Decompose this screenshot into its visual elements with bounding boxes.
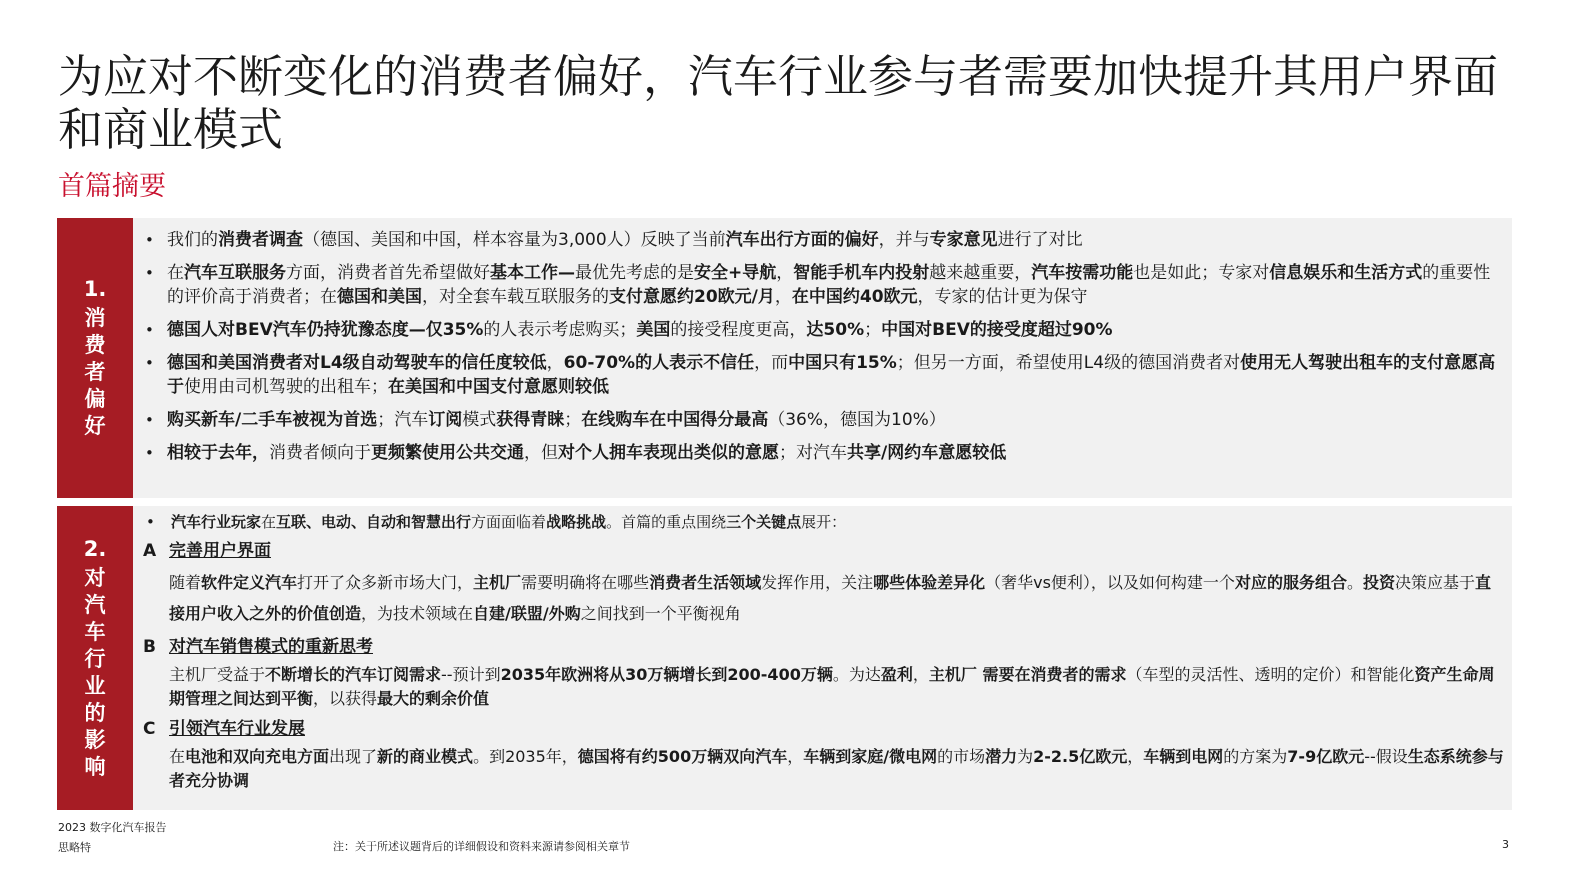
consumer-preferences-panel — [57, 218, 1512, 498]
section-2-char: 业 — [84, 673, 106, 698]
bullet-item: • 我们的消费者调查（德国、美国和中国，样本容量为3,000人）反映了当前汽车出行方面的偏好，并与专家意见进行了对比 — [141, 228, 1504, 252]
bullet-item: • 相较于去年，消费者倾向于更频繁使用公共交通，但对个人拥车表现出类似的意愿；对汽车共享/网约车意愿较低 — [141, 441, 1504, 465]
subsection-a-body: 随着软件定义汽车打开了众多新市场大门，主机厂需要明确将在哪些消费者生活领域发挥作用，关注哪些体验差异化（奢华vs便利），以及如何构建一个对应的服务组合。投资决策应基于直接用户收入之外的价值创造，为技术领域在自建/联盟/外购之间找到一个平衡视角 — [169, 573, 1492, 623]
section-2-char: 响 — [84, 754, 106, 779]
section-1-number: 1. — [83, 277, 107, 301]
report-name: 2023 数字化汽车报告 — [58, 821, 167, 834]
subsection-title: 引领汽车行业发展 — [169, 719, 305, 739]
company-name: 思略特 — [58, 841, 91, 854]
section-2-char: 行 — [84, 646, 106, 671]
section-1-char: 者 — [84, 360, 106, 384]
bullet-item: • 德国人对BEV汽车仍持犹豫态度—仅35%的人表示考虑购买；美国的接受程度更高，达50%；中国对BEV的接受度超过90% — [141, 318, 1504, 342]
section-2-number: 2. — [83, 536, 107, 561]
section-1-label — [57, 218, 133, 498]
subsection-letter: B — [143, 637, 156, 657]
page-number: 3 — [1502, 838, 1509, 851]
bullet-item: • 购买新车/二手车被视为首选；汽车订阅模式获得青睐；在线购车在中国得分最高（36%，德国为10%） — [141, 408, 1504, 432]
footer-note: 注：关于所述议题背后的详细假设和资料来源请参阅相关章节 — [333, 840, 630, 853]
section-2-char: 的 — [84, 700, 106, 725]
page-title: 为应对不断变化的消费者偏好，汽车行业参与者需要加快提升其用户界面和商业模式 — [58, 50, 1499, 156]
subsection-letter: A — [143, 541, 157, 561]
bullet-item: • 德国和美国消费者对L4级自动驾驶车的信任度较低，60-70%的人表示不信任，而中国只有15%；但另一方面，希望使用L4级的德国消费者对使用无人驾驶出租车的支付意愿高于使用由司机驾驶的出租车；在美国和中国支付意愿则较低 — [141, 351, 1504, 399]
subsection-a-heading — [141, 539, 1504, 563]
section-1-char: 费 — [84, 333, 106, 357]
subsection-c-heading — [141, 717, 1504, 741]
section-2-char: 汽 — [84, 592, 106, 617]
industry-impact-panel — [57, 506, 1512, 810]
subsection-b-body: 主机厂受益于不断增长的汽车订阅需求--预计到2035年欧洲将从30万辆增长到200-400万辆。为达盈利，主机厂 需要在消费者的需求（车型的灵活性、透明的定价）和智能化资产生命周期管理之间达到平衡，以获得最大的剩余价值 — [169, 665, 1495, 708]
section-2-char: 车 — [84, 619, 106, 644]
subsection-b-heading — [141, 635, 1504, 659]
section-2-label — [57, 506, 133, 810]
section-1-char: 好 — [84, 414, 106, 438]
section-1-char: 消 — [84, 306, 106, 330]
subsection-c-body: 在电池和双向充电方面出现了新的商业模式。到2035年，德国将有约500万辆双向汽车，车辆到家庭/微电网的市场潜力为2-2.5亿欧元，车辆到电网的方案为7-9亿欧元--假设生态系统参与者充分协调 — [169, 747, 1504, 790]
page-subtitle: 首篇摘要 — [58, 171, 166, 202]
impact-intro: • 汽车行业玩家在互联、电动、自动和智慧出行方面面临着战略挑战。首篇的重点围绕三个关键点展开： — [141, 511, 1504, 533]
bullet-item: • 在汽车互联服务方面，消费者首先希望做好基本工作—最优先考虑的是安全+导航，智能手机车内投射越来越重要，汽车按需功能也是如此；专家对信息娱乐和生活方式的重要性的评价高于消费者；在德国和美国，对全套车载互联服务的支付意愿约20欧元/月，在中国约40欧元，专家的估计更为保守 — [141, 261, 1504, 309]
section-1-char: 偏 — [84, 387, 106, 411]
section-2-char: 对 — [84, 565, 106, 590]
subsection-letter: C — [143, 719, 156, 739]
footer-left — [58, 818, 167, 858]
subsection-title: 对汽车销售模式的重新思考 — [169, 637, 373, 657]
consumer-bullets — [141, 228, 1504, 465]
subsection-title: 完善用户界面 — [169, 541, 271, 561]
section-2-char: 影 — [84, 727, 106, 752]
